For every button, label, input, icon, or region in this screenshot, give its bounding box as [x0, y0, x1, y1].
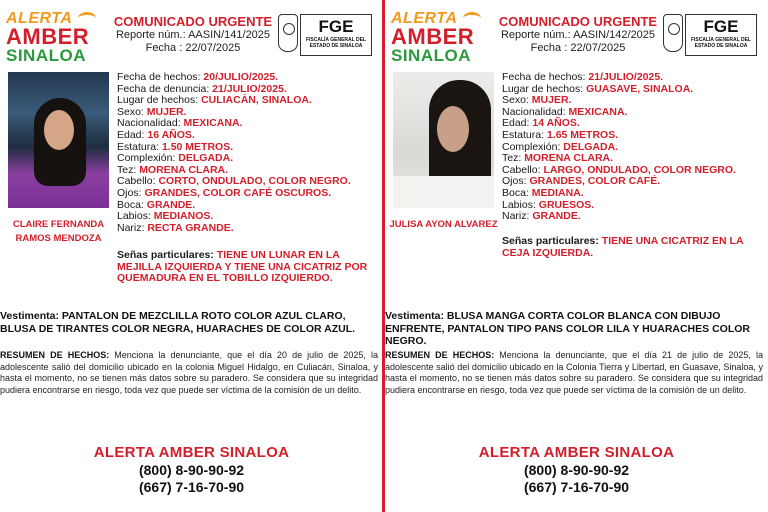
field-row: Estatura: 1.65 METROS. — [502, 128, 619, 141]
report-date: Fecha : 22/07/2025 — [530, 42, 626, 54]
alerta-amber-logo: ALERTA AMBER SINALOA — [391, 10, 487, 68]
field-row: Edad: 16 AÑOS. — [117, 128, 195, 141]
field-row: Lugar de hechos: GUASAVE, SINALOA. — [502, 82, 694, 95]
senas-particulares: Señas particulares: TIENE UN LUNAR EN LA MEJILLA IZQUIERDA Y TIENE UNA CICATRIZ POR QUEMADURA EN EL TOBILLO IZQUIERDO. — [117, 249, 368, 285]
state-seal-icon — [663, 14, 683, 52]
field-row: Sexo: MUJER. — [502, 94, 572, 107]
field-row: Boca: GRANDE. — [117, 198, 196, 211]
card-footer: ALERTA AMBER SINALOA (800) 8-90-90-92 (667) 7-16-70-90 — [0, 443, 383, 496]
field-row: Ojos: GRANDES, COLOR CAFÉ OSCUROS. — [117, 186, 332, 199]
fge-logo: FGE FISCALÍA GENERAL DEL ESTADO DE SINALOA — [278, 14, 374, 58]
state-seal-icon — [278, 14, 298, 52]
card-footer: ALERTA AMBER SINALOA (800) 8-90-90-92 (667) 7-16-70-90 — [385, 443, 768, 496]
phone-number: (667) 7-16-70-90 — [138, 479, 245, 495]
field-row: Nacionalidad: MEXICANA. — [502, 105, 628, 118]
phone-number: (667) 7-16-70-90 — [523, 479, 630, 495]
missing-person-photo — [393, 72, 494, 208]
missing-person-name: JULISA AYON ALVAREZ — [389, 219, 498, 230]
field-row: Cabello: CORTO, ONDULADO, COLOR NEGRO. — [117, 175, 351, 188]
report-number: Reporte núm.: AASIN/142/2025 — [500, 29, 656, 41]
description-fields — [502, 72, 764, 223]
fge-logo: FGE FISCALÍA GENERAL DEL ESTADO DE SINALOA — [663, 14, 759, 58]
missing-person-name: CLAIRE FERNANDA RAMOS MENDOZA — [12, 219, 105, 244]
field-row: Cabello: LARGO, ONDULADO, COLOR NEGRO. — [502, 163, 736, 176]
field-row: Nariz: GRANDE. — [502, 210, 581, 223]
field-row: Labios: GRUESOS. — [502, 198, 595, 211]
description-fields — [117, 72, 379, 234]
header-title: COMUNICADO URGENTE — [113, 14, 273, 29]
field-row: Boca: MEDIANA. — [502, 186, 584, 199]
field-row: Labios: MEDIANOS. — [117, 210, 214, 223]
missing-person-photo — [8, 72, 109, 208]
field-row: Tez: MORENA CLARA. — [502, 152, 614, 165]
card-header — [108, 14, 278, 55]
card-header — [493, 14, 663, 55]
header-title: COMUNICADO URGENTE — [498, 14, 658, 29]
phone-number: (800) 8-90-90-92 — [138, 462, 245, 478]
resumen-hechos: RESUMEN DE HECHOS: Menciona la denunciante, que el día 21 de julio de 2025, la adolescente salió del domicilio ubicado en la Colonia Tierra y Libertad, en Guasave, Sinaloa, y hasta el momento, no se tienen más datos sobre su paradero. Se considera que su integridad pudiera encontrarse en riesgo, toda vez que puede ser víctima de la comisión de un delito. — [385, 350, 763, 395]
field-row: Fecha de denuncia: 21/JULIO/2025. — [117, 82, 287, 95]
vestimenta: Vestimenta: PANTALON DE MEZCLILLA ROTO COLOR AZUL CLARO, BLUSA DE TIRANTES COLOR NEGRA, HUARACHES DE COLOR AZUL. — [0, 310, 356, 335]
field-row: Complexión: DELGADA. — [502, 140, 619, 153]
field-row: Ojos: GRANDES, COLOR CAFÉ. — [502, 175, 661, 188]
alert-card-1 — [0, 0, 383, 512]
field-row: Sexo: MUJER. — [117, 105, 187, 118]
senas-particulares: Señas particulares: TIENE UNA CICATRIZ EN LA CEJA IZQUIERDA. — [502, 235, 744, 259]
resumen-hechos: RESUMEN DE HECHOS: Menciona la denunciante, que el día 20 de julio de 2025, la adolescente salió del domicilio ubicado en la colonia Miguel Hidalgo, en Culiacán, Sinaloa, y hasta el momento, no se tienen más datos sobre su paradero. Se considera que su integridad pudiera encontrarse en riesgo, toda vez que puede ser víctima de la comisión de un delito. — [0, 350, 378, 395]
field-row: Complexión: DELGADA. — [117, 152, 234, 165]
field-row: Fecha de hechos: 20/JULIO/2025. — [117, 71, 279, 83]
alert-card-2 — [385, 0, 768, 512]
vestimenta: Vestimenta: BLUSA MANGA CORTA COLOR BLANCA CON DIBUJO ENFRENTE, PANTALON TIPO PANS COLOR LILA Y HUARACHES COLOR NEGRO. — [385, 310, 750, 347]
alerta-amber-logo: ALERTA AMBER SINALOA — [6, 10, 102, 68]
field-row: Nariz: RECTA GRANDE. — [117, 221, 234, 234]
report-number: Reporte núm.: AASIN/141/2025 — [115, 29, 271, 41]
field-row: Lugar de hechos: CULIACÁN, SINALOA. — [117, 94, 312, 107]
field-row: Estatura: 1.50 METROS. — [117, 140, 234, 153]
field-row: Edad: 14 AÑOS. — [502, 117, 580, 130]
report-date: Fecha : 22/07/2025 — [145, 42, 241, 54]
field-row: Nacionalidad: MEXICANA. — [117, 117, 243, 130]
field-row: Tez: MORENA CLARA. — [117, 163, 229, 176]
field-row: Fecha de hechos: 21/JULIO/2025. — [502, 71, 664, 83]
phone-number: (800) 8-90-90-92 — [523, 462, 630, 478]
